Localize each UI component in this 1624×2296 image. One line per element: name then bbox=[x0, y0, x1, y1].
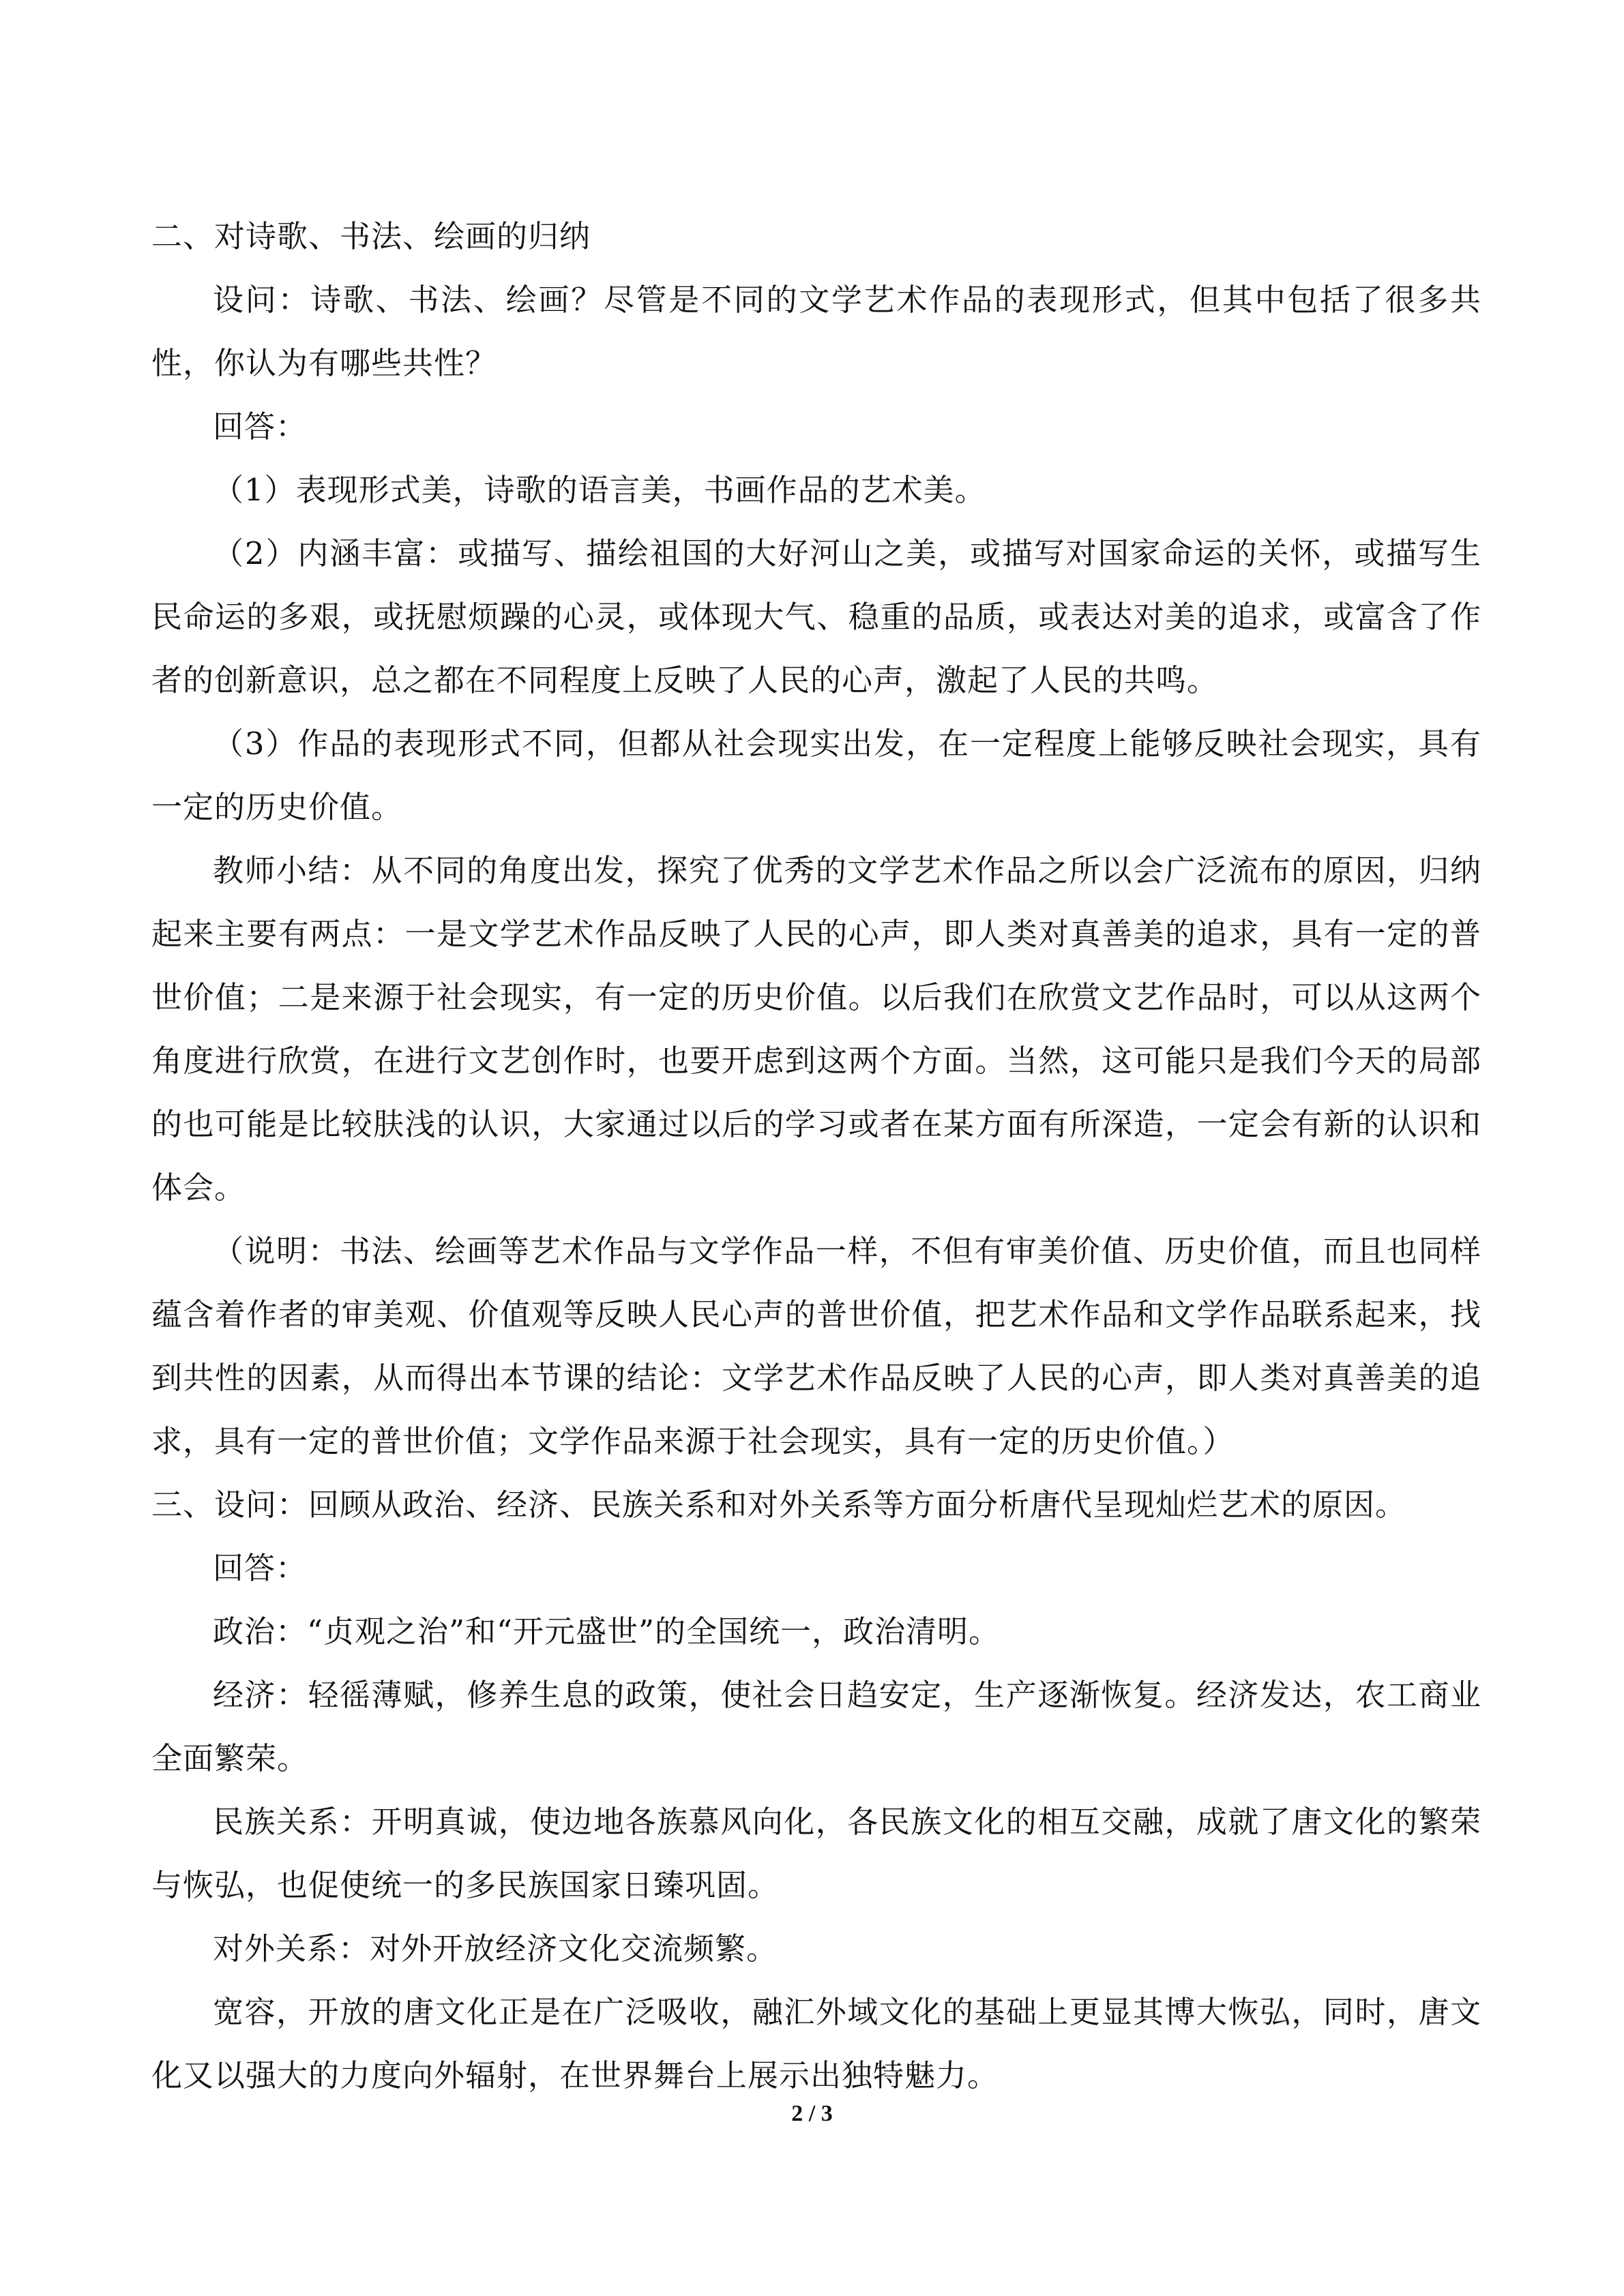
paragraph-tang-culture: 宽容，开放的唐文化正是在广泛吸收，融汇外域文化的基础上更显其博大恢弘，同时，唐文化又以强大的力度向外辐射，在世界舞台上展示出独特魅力。 bbox=[151, 1994, 1481, 2093]
document-body bbox=[151, 205, 1481, 2107]
paragraph-economy: 经济：轻徭薄赋，修养生息的政策，使社会日趋安定，生产逐渐恢复。经济发达，农工商业全面繁荣。 bbox=[151, 1677, 1481, 1776]
paragraph-point-2: （2）内涵丰富：或描写、描绘祖国的大好河山之美，或描写对国家命运的关怀，或描写生民命运的多艰，或抚慰烦躁的心灵，或体现大气、稳重的品质，或表达对美的追求，或富含了作者的创新意识，总之都在不同程度上反映了人民的心声，激起了人民的共鸣。 bbox=[151, 535, 1481, 698]
section-heading-summary: 二、对诗歌、书法、绘画的归纳 bbox=[151, 218, 591, 254]
paragraph-answer-label: 回答： bbox=[213, 408, 308, 445]
section-heading-tang-reasons: 三、设问：回顾从政治、经济、民族关系和对外关系等方面分析唐代呈现灿烂艺术的原因。 bbox=[151, 1487, 1407, 1523]
paragraph-point-3: （3）作品的表现形式不同，但都从社会现实出发，在一定程度上能够反映社会现实，具有一定的历史价值。 bbox=[151, 726, 1481, 825]
paragraph-note: （说明：书法、绘画等艺术作品与文学作品一样，不但有审美价值、历史价值，而且也同样蕴含着作者的审美观、价值观等反映人民心声的普世价值，把艺术作品和文学作品联系起来，找到共性的因素，从而得出本节课的结论：文学艺术作品反映了人民的心声，即人类对真善美的追求，具有一定的普世价值；文学作品来源于社会现实，具有一定的历史价值。） bbox=[151, 1233, 1481, 1459]
paragraph-point-1: （1）表现形式美，诗歌的语言美，书画作品的艺术美。 bbox=[213, 472, 986, 508]
paragraph-politics: 政治：“贞观之治”和“开元盛世”的全国统一，政治清明。 bbox=[213, 1613, 1001, 1650]
page-number: 2 / 3 bbox=[791, 2101, 833, 2126]
paragraph-question-commonality: 设问：诗歌、书法、绘画？尽管是不同的文学艺术作品的表现形式，但其中包括了很多共性，你认为有哪些共性？ bbox=[151, 282, 1481, 381]
paragraph-ethnic-relations: 民族关系：开明真诚，使边地各族慕风向化，各民族文化的相互交融，成就了唐文化的繁荣与恢弘，也促使统一的多民族国家日臻巩固。 bbox=[151, 1804, 1481, 1903]
paragraph-teacher-summary: 教师小结：从不同的角度出发，探究了优秀的文学艺术作品之所以会广泛流布的原因，归纳起来主要有两点：一是文学艺术作品反映了人民的心声，即人类对真善美的追求，具有一定的普世价值；二是来源于社会现实，有一定的历史价值。以后我们在欣赏文艺作品时，可以从这两个角度进行欣赏，在进行文艺创作时，也要开虑到这两个方面。当然，这可能只是我们今天的局部的也可能是比较肤浅的认识，大家通过以后的学习或者在某方面有所深造，一定会有新的认识和体会。 bbox=[151, 852, 1481, 1206]
paragraph-answer-label-2: 回答： bbox=[213, 1550, 308, 1586]
paragraph-foreign-relations: 对外关系：对外开放经济文化交流频繁。 bbox=[213, 1930, 778, 1967]
